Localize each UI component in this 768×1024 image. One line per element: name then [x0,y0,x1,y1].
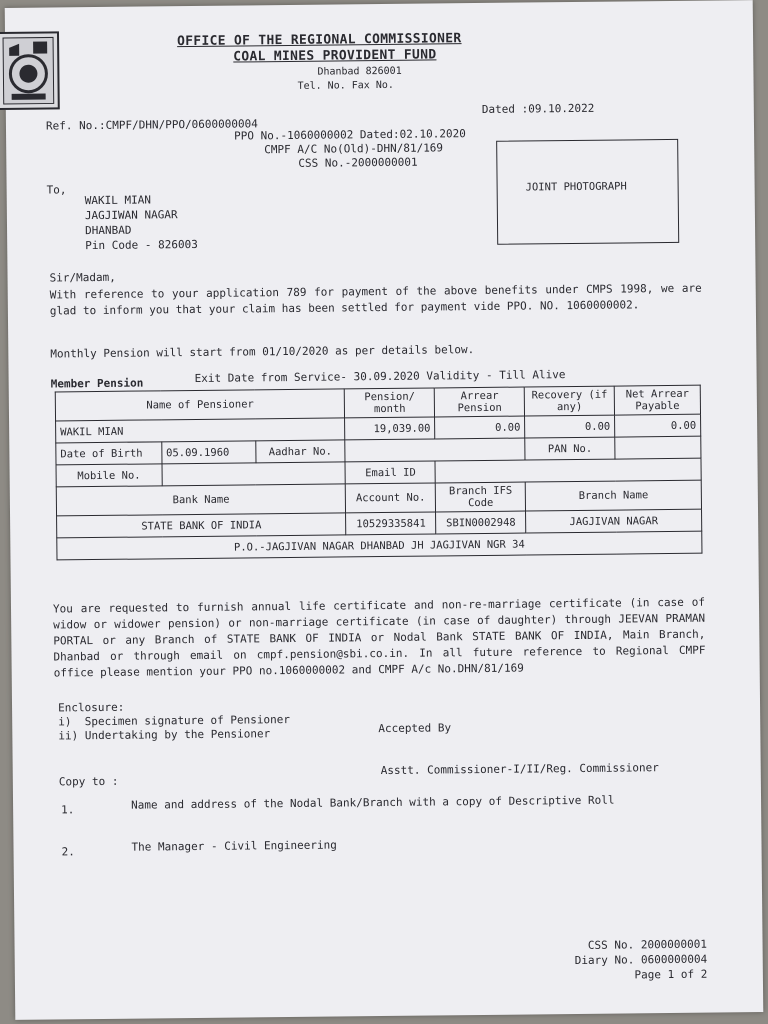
accepted-by-label: Accepted By [378,721,452,736]
email-label: Email ID [345,461,435,484]
header-bank-name: Bank Name [56,484,346,516]
recovery-amount: 0.00 [525,415,615,438]
office-telephone: Tel. No. Fax No. [297,79,394,92]
recipient-address: WAKIL MIAN JAGJIWAN NAGAR DHANBAD Pin Code - 826003 [84,193,198,253]
pan-label: PAN No. [525,437,615,460]
settlement-paragraph: With reference to your application 789 for payment of the above benefits under CMPS 1998, we are glad to inform you that your claim has been settled for payment vide PPO. NO. 1060000002. [49,281,702,318]
life-certificate-paragraph: You are requested to furnish annual life certificate and non-re-marriage certificate (in case of widow or widower pension) or non-marriage certificate (in case of daughter) through JEEVAN PRAMAN PORTAL or any Branch of STATE BANK OF INDIA or Nodal Bank STATE BANK OF INDIA, Main Branch, Dhanbad or through email on cmpf.pension@sbi.co.in. In all future reference to Regional CMPF office please mention your PPO no.1060000002 and CMPF A/c No.DHN/81/169 [52,595,706,680]
enclosure-list: Enclosure: i) Specimen signature of Pensioner ii) Undertaking by the Pensioner [57,700,291,743]
header-net-arrear: Net Arrear Payable [614,385,700,415]
pensioner-name: WAKIL MIAN [56,418,346,443]
email-value [435,458,701,483]
office-title: OFFICE OF THE REGIONAL COMMISSIONER [177,31,462,50]
branch-name: JAGJIVAN NAGAR [526,509,702,533]
copy-to-label: Copy to : [58,774,119,789]
arrear-amount: 0.00 [435,416,525,439]
cmpf-account: CMPF A/C No(Old)-DHN/81/169 [264,141,444,157]
joint-photograph-label: JOINT PHOTOGRAPH [525,180,627,194]
member-pension-label: Member Pension [50,376,144,391]
letter-date: Dated :09.10.2022 [481,101,595,116]
header-account-no: Account No. [346,483,436,513]
branch-address: P.O.-JAGJIVAN NAGAR DHANBAD JH JAGJIVAN NGR 34 [57,531,702,560]
reference-number: Ref. No.:CMPF/DHN/PPO/0600000004 [45,117,258,133]
ifs-code: SBIN0002948 [436,511,526,534]
monthly-pension-note: Monthly Pension will start from 01/10/2020 as per details below. [50,343,475,361]
dob-label: Date of Birth [56,442,162,465]
cmpf-emblem-logo [0,31,60,110]
office-address: Dhanbad 826001 [317,65,402,78]
net-arrear-amount: 0.00 [615,414,701,437]
header-recovery: Recovery (if any) [524,386,614,416]
salutation: Sir/Madam, [49,270,116,285]
account-number: 10529335841 [346,512,436,535]
aadhar-label: Aadhar No. [255,440,345,463]
css-number: CSS No.-2000000001 [298,155,418,170]
to-label: To, [46,183,67,197]
header-arrear-pension: Arrear Pension [435,387,525,417]
pan-value [615,436,701,459]
letter-page [5,0,764,1020]
header-pension-month: Pension/ month [345,388,435,418]
fund-title: COAL MINES PROVIDENT FUND [233,47,437,65]
commissioner-signature-label: Asstt. Commissioner-I/II/Reg. Commissioner [380,761,659,778]
mobile-value [162,462,346,486]
aadhar-value [345,438,525,462]
copy-item-number: 2. [61,845,75,859]
bank-name: STATE BANK OF INDIA [57,513,347,538]
ppo-number: PPO No.-1060000002 Dated:02.10.2020 [234,127,466,143]
joint-photograph-box [496,139,679,245]
footer-info: CSS No. 2000000001 Diary No. 0600000004 Page 1 of 2 [574,937,708,982]
header-name-of-pensioner: Name of Pensioner [55,389,345,421]
exit-date-line: Exit Date from Service- 30.09.2020 Validity - Till Alive [194,368,566,385]
header-branch-name: Branch Name [525,480,701,511]
dob-value: 05.09.1960 [161,441,255,464]
copy-item-text: Name and address of the Nodal Bank/Branch with a copy of Descriptive Roll [131,793,615,812]
header-ifs-code: Branch IFS Code [436,482,526,512]
pension-details-table [55,385,703,561]
copy-item-text: The Manager - Civil Engineering [131,838,337,854]
pension-amount: 19,039.00 [345,417,435,440]
copy-item-number: 1. [61,803,75,817]
mobile-label: Mobile No. [56,464,162,487]
